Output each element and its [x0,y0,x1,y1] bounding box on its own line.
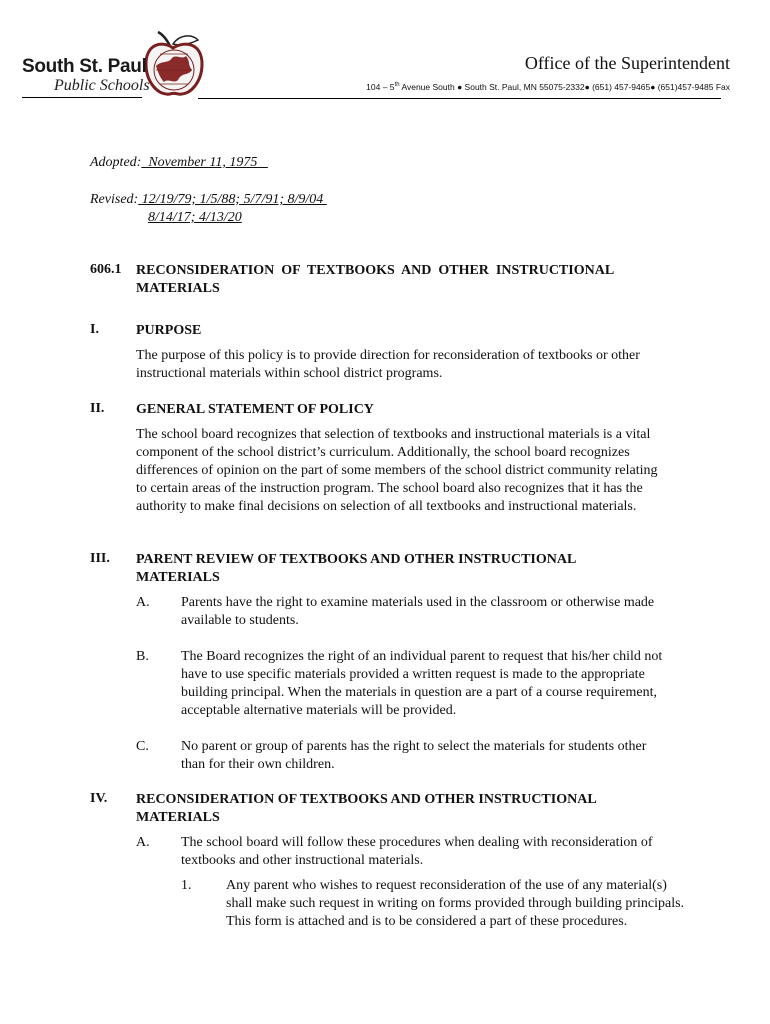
list-item-text: The school board will follow these procedures when dealing with reconsideration of textbooks and other instructional materials. [181,835,653,868]
section-heading: RECONSIDERATION OF TEXTBOOKS AND OTHER INSTRUCTIONAL [136,792,597,807]
list-item-label: A. [136,595,150,610]
policy-title-line2: MATERIALS [136,281,220,296]
adopted-line: Adopted: November 11, 1975 [90,155,268,170]
section-heading: GENERAL STATEMENT OF POLICY [136,402,374,417]
list-item-label: B. [136,649,149,664]
section-number: IV. [90,791,108,806]
section-text: The purpose of this policy is to provide direction for reconsideration of textbooks or other instructional materials within school district programs. [136,348,640,381]
sublist-item-label: 1. [181,878,192,893]
list-item-text: Parents have the right to examine materials used in the classroom or otherwise made available to students. [181,595,655,628]
revised-line: Revised: 12/19/79; 1/5/88; 5/7/91; 8/9/04 [90,192,327,207]
revised-line-2: 8/14/17; 4/13/20 [148,210,242,225]
section-number: II. [90,401,105,416]
header-divider [198,98,721,99]
address-line: 104 – 5th Avenue South ● South St. Paul, MN 55075-2332● (651) 457-9465● (651)457-9485 Fax [366,82,730,92]
section-heading-line2: MATERIALS [136,570,220,585]
org-name: South St. Paul [22,56,147,77]
office-title: Office of the Superintendent [524,53,730,73]
policy-number: 606.1 [90,262,122,277]
section-text: The school board recognizes that selection of textbooks and instructional materials is a vital component of the school district’s curriculum. Additionally, the school board recognizes differences of opinion on the part of some members of the school district community relating to certain areas of the instruction program. The school board also recognizes that it has the authority to make final decisions on selection of all textbooks and instructional materials. [136,427,658,514]
list-item-label: A. [136,835,150,850]
list-item-text: No parent or group of parents has the right to select the materials for students other than for their own children. [181,739,647,772]
sublist-item-text: Any parent who wishes to request reconsideration of the use of any material(s) shall make such request in writing on forms provided through building principals. This form is attached and is to be considered a part of these procedures. [226,878,685,929]
logo-divider [22,97,142,98]
section-heading: PARENT REVIEW OF TEXTBOOKS AND OTHER INSTRUCTIONAL [136,552,577,567]
section-heading: PURPOSE [136,323,202,338]
org-subname: Public Schools [54,77,150,94]
section-number: III. [90,551,110,566]
policy-title: RECONSIDERATION OF TEXTBOOKS AND OTHER INSTRUCTIONAL [136,263,615,278]
list-item-label: C. [136,739,149,754]
list-item-text: The Board recognizes the right of an individual parent to request that his/her child not have to use specific materials provided a written request is made to the appropriate building principal. When the materials in question are a part of a course requirement, acceptable alternative materials will be provided. [181,649,663,718]
section-number: I. [90,322,99,337]
section-heading-line2: MATERIALS [136,810,220,825]
